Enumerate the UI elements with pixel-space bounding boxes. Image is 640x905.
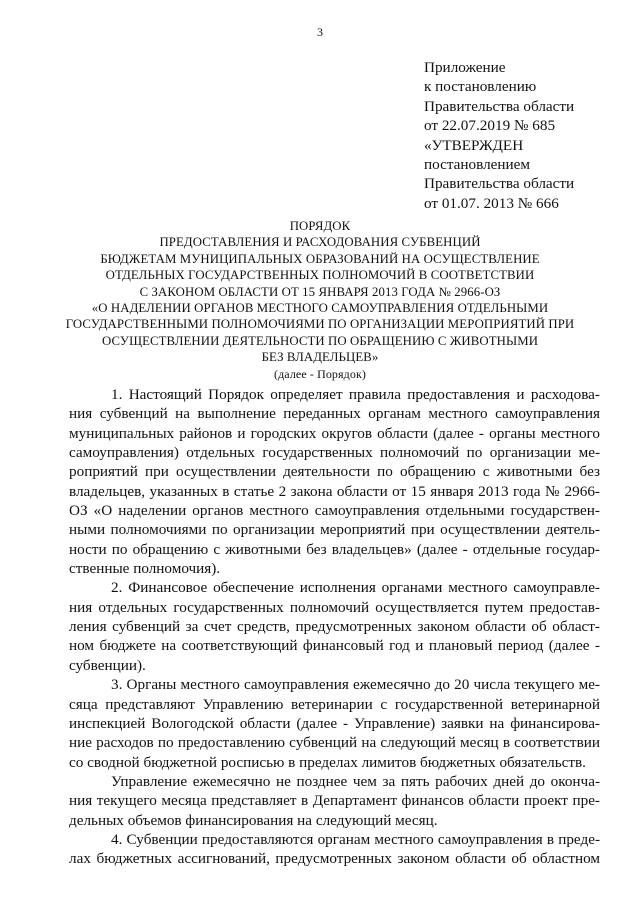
body-line: сяца представляют Управлению ветеринарии с государственной ветеринарной <box>69 695 600 713</box>
document-body <box>69 385 600 869</box>
body-line: ном бюджете на соответствующий финансовый год и плановый период (далее - <box>69 637 600 655</box>
title-line: С ЗАКОНОМ ОБЛАСТИ ОТ 15 ЯНВАРЯ 2013 ГОДА № 2966-ОЗ <box>139 284 501 299</box>
body-line: инспекцией Вологодской области (далее - Управление) заявки на финансирова- <box>69 714 600 732</box>
body-line: 4. Субвенции предоставляются органам местного самоуправления в преде- <box>111 830 600 848</box>
title-note: (далее - Порядок) <box>274 366 366 381</box>
body-line: самоуправления) отдельных государственных полномочий по организации ме- <box>69 444 600 462</box>
appendix-line: Правительства области <box>424 175 575 193</box>
title-line: ОТДЕЛЬНЫХ ГОСУДАРСТВЕННЫХ ПОЛНОМОЧИЙ В СООТВЕТСТВИИ <box>105 268 535 283</box>
appendix-line: Правительства области <box>424 97 575 115</box>
body-line: ния отдельных государственных полномочий осуществляется путем предостав- <box>69 598 600 616</box>
appendix-line: от 22.07.2019 № 685 <box>424 117 556 135</box>
title-line: БЕЗ ВЛАДЕЛЬЦЕВ» <box>261 350 379 365</box>
title-line: БЮДЖЕТАМ МУНИЦИПАЛЬНЫХ ОБРАЗОВАНИЙ НА ОСУЩЕСТВЛЕНИЕ <box>100 251 540 266</box>
body-line: владельцев, указанных в статье 2 закона области от 15 января 2013 года № 2966- <box>69 482 600 500</box>
appendix-line: к постановлению <box>424 78 537 96</box>
appendix-line: «УТВЕРЖДЕН <box>424 136 524 154</box>
body-line: ния текущего месяца представляет в Департамент финансов области проект пре- <box>69 792 600 810</box>
appendix-block <box>424 58 634 213</box>
document-title <box>40 218 600 382</box>
body-line: роприятий при осуществлении деятельности по обращению с животными без <box>69 463 600 481</box>
title-line: ГОСУДАРСТВЕННЫМИ ПОЛНОМОЧИЯМИ ПО ОРГАНИЗАЦИИ МЕРОПРИЯТИЙ ПРИ <box>65 317 575 332</box>
title-line: ОСУЩЕСТВЛЕНИИ ДЕЯТЕЛЬНОСТИ ПО ОБРАЩЕНИЮ С ЖИВОТНЫМИ <box>101 333 539 348</box>
body-line: со сводной бюджетной росписью в пределах лимитов бюджетных обязательств. <box>69 753 586 771</box>
appendix-line: от 01.07. 2013 № 666 <box>424 194 559 212</box>
page-number: 3 <box>317 25 323 39</box>
body-line: ния субвенций на выполнение переданных органам местного самоуправления <box>69 405 600 423</box>
title-line: ПОРЯДОК <box>289 219 351 233</box>
appendix-line: Приложение <box>424 59 506 76</box>
body-line: ными полномочиями по организации мероприятий при осуществлении деятель- <box>69 521 600 539</box>
body-line: Управление ежемесячно не позднее чем за пять рабочих дней до оконча- <box>111 772 600 790</box>
body-line: субвенции). <box>69 656 146 674</box>
body-line: 2. Финансовое обеспечение исполнения органами местного самоуправле- <box>111 579 600 597</box>
title-line: «О НАДЕЛЕНИИ ОРГАНОВ МЕСТНОГО САМОУПРАВЛЕНИЯ ОТДЕЛЬНЫМИ <box>91 301 549 316</box>
body-line: ние расходов по предоставлению субвенций на следующий месяц в соответствии <box>69 734 600 752</box>
body-line: лах бюджетных ассигнований, предусмотренных законом области об областном <box>69 850 600 868</box>
title-line: ПРЕДОСТАВЛЕНИЯ И РАСХОДОВАНИЯ СУБВЕНЦИЙ <box>159 235 481 250</box>
body-line: ления субвенций за счет средств, предусмотренных законом области об област- <box>69 618 600 636</box>
body-line: 1. Настоящий Порядок определяет правила предоставления и расходова- <box>111 386 600 403</box>
body-line: муниципальных районов и городских округов области (далее - органы местного <box>69 424 600 442</box>
body-line: ности по обращению с животными без владельцев» (далее - отдельные государ- <box>69 540 600 558</box>
appendix-line: постановлением <box>424 156 531 174</box>
body-line: дельных объемов финансирования на следующий месяц. <box>69 811 438 829</box>
body-line: 3. Органы местного самоуправления ежемесячно до 20 числа текущего ме- <box>111 676 600 694</box>
body-line: ОЗ «О наделении органов местного самоуправления отдельными государствен- <box>69 502 600 520</box>
body-line: ственные полномочия). <box>69 560 221 578</box>
